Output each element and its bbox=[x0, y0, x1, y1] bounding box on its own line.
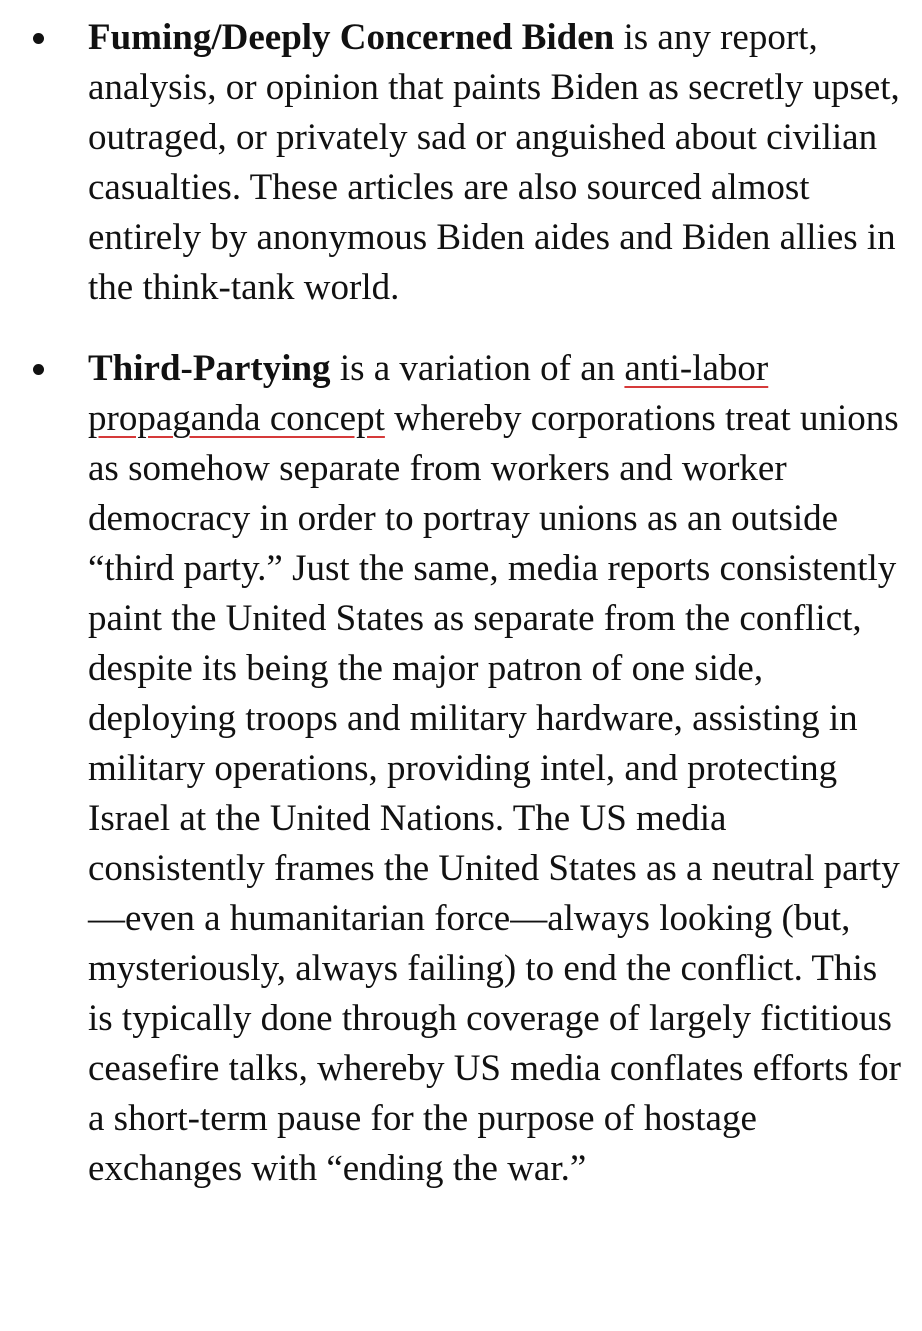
bullet-icon bbox=[33, 33, 44, 44]
term-description-after-link: whereby corporations treat unions as somehow separate from workers and worker democracy in order to portray unions as an outside “third party.” Just the same, media reports consistently paint the United States as separate from the conflict, despite its being the major patron of one side, deploying troops and military hardware, assisting in military operations, providing intel, and protecting Israel at the United Nations. The US media consistently frames the United States as a neutral party—even a humanitarian force—always looking (but, mysteriously, always failing) to end the conflict. This is typically done through coverage of largely fictitious ceasefire talks, whereby US media conflates efforts for a short-term pause for the purpose of hostage exchanges with “ending the war.” bbox=[88, 398, 901, 1189]
list-item-paragraph bbox=[88, 13, 904, 313]
bullet-list bbox=[0, 13, 922, 1194]
list-item-fuming-biden bbox=[0, 13, 922, 313]
term-description: is any report, analysis, or opinion that paints Biden as secretly upset, outraged, or privately sad or anguished about civilian casualties. These articles are also sourced almost entirely by anonymous Biden aides and Biden allies in the think-tank world. bbox=[88, 17, 900, 308]
anti-labor-propaganda-link[interactable]: anti-labor propaganda concept bbox=[88, 348, 769, 439]
term-description-before-link: is a variation of an bbox=[339, 348, 616, 389]
list-item-third-partying bbox=[0, 344, 922, 1194]
term-heading: Third-Partying bbox=[88, 348, 331, 389]
term-heading: Fuming/Deeply Concerned Biden bbox=[88, 17, 615, 58]
bullet-icon bbox=[33, 364, 44, 375]
list-item-paragraph bbox=[88, 344, 904, 1194]
